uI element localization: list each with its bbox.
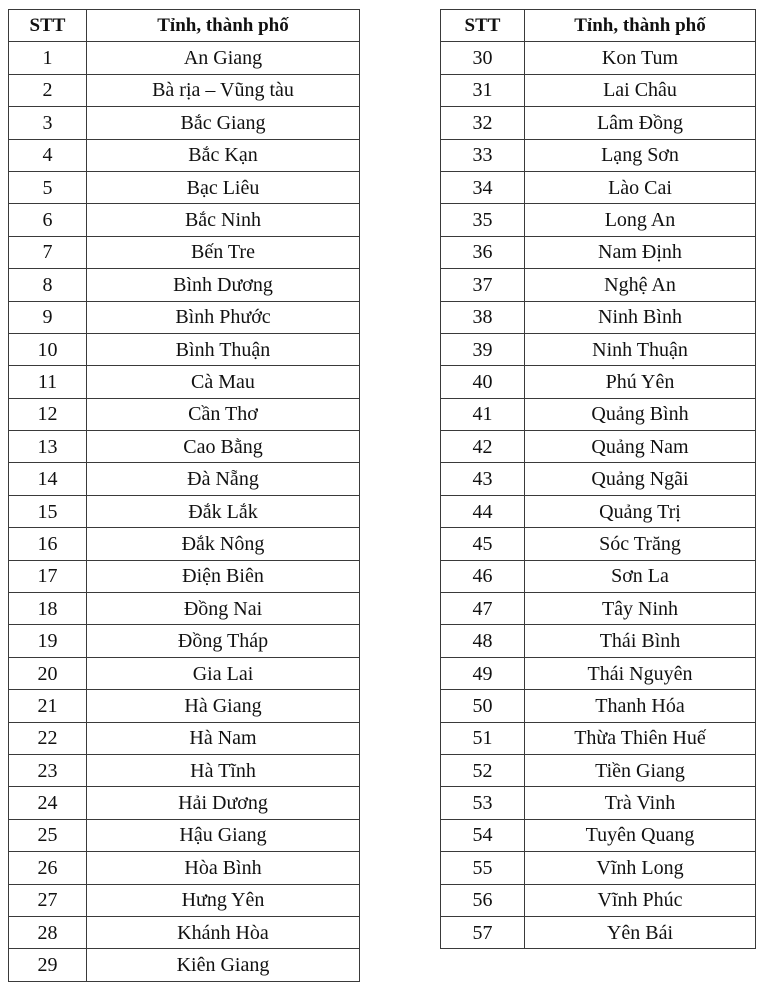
table-row bbox=[441, 139, 756, 171]
stt-cell: 8 bbox=[9, 269, 87, 301]
stt-cell: 49 bbox=[441, 657, 525, 689]
table-row bbox=[441, 884, 756, 916]
province-name-cell: Tây Ninh bbox=[525, 593, 756, 625]
stt-cell: 23 bbox=[9, 754, 87, 786]
province-table-right-body bbox=[441, 42, 756, 949]
table-row bbox=[441, 495, 756, 527]
province-name-cell: Kon Tum bbox=[525, 42, 756, 74]
province-name-cell: Bến Tre bbox=[87, 236, 360, 268]
province-name-cell: Cà Mau bbox=[87, 366, 360, 398]
province-name-cell: Khánh Hòa bbox=[87, 916, 360, 948]
province-name-cell: Thừa Thiên Huế bbox=[525, 722, 756, 754]
table-row bbox=[9, 593, 360, 625]
table-row bbox=[441, 787, 756, 819]
province-name-cell: Ninh Bình bbox=[525, 301, 756, 333]
stt-cell: 38 bbox=[441, 301, 525, 333]
province-name-cell: Hà Tĩnh bbox=[87, 754, 360, 786]
stt-cell: 46 bbox=[441, 560, 525, 592]
table-header-row bbox=[441, 10, 756, 42]
table-row bbox=[9, 916, 360, 948]
stt-cell: 12 bbox=[9, 398, 87, 430]
table-row bbox=[441, 269, 756, 301]
stt-cell: 30 bbox=[441, 42, 525, 74]
stt-cell: 26 bbox=[9, 852, 87, 884]
stt-cell: 45 bbox=[441, 528, 525, 560]
table-row bbox=[9, 398, 360, 430]
province-table-left-body bbox=[9, 42, 360, 981]
province-name-cell: Long An bbox=[525, 204, 756, 236]
stt-cell: 57 bbox=[441, 916, 525, 948]
province-header: Tỉnh, thành phố bbox=[87, 10, 360, 42]
table-row bbox=[441, 593, 756, 625]
stt-cell: 52 bbox=[441, 754, 525, 786]
table-row bbox=[9, 754, 360, 786]
province-table-right bbox=[440, 9, 756, 949]
stt-cell: 39 bbox=[441, 333, 525, 365]
stt-cell: 6 bbox=[9, 204, 87, 236]
table-row bbox=[9, 560, 360, 592]
stt-cell: 2 bbox=[9, 74, 87, 106]
province-name-cell: Lai Châu bbox=[525, 74, 756, 106]
table-row bbox=[9, 819, 360, 851]
stt-cell: 41 bbox=[441, 398, 525, 430]
stt-cell: 36 bbox=[441, 236, 525, 268]
province-name-cell: An Giang bbox=[87, 42, 360, 74]
table-row bbox=[9, 690, 360, 722]
province-name-cell: Thái Bình bbox=[525, 625, 756, 657]
province-name-cell: Gia Lai bbox=[87, 657, 360, 689]
stt-cell: 11 bbox=[9, 366, 87, 398]
table-row bbox=[9, 657, 360, 689]
stt-cell: 16 bbox=[9, 528, 87, 560]
table-row bbox=[441, 236, 756, 268]
stt-cell: 33 bbox=[441, 139, 525, 171]
stt-cell: 22 bbox=[9, 722, 87, 754]
stt-cell: 5 bbox=[9, 171, 87, 203]
table-row bbox=[9, 269, 360, 301]
stt-cell: 29 bbox=[9, 949, 87, 981]
table-row bbox=[9, 528, 360, 560]
province-name-cell: Bình Phước bbox=[87, 301, 360, 333]
stt-cell: 4 bbox=[9, 139, 87, 171]
table-row bbox=[441, 333, 756, 365]
stt-cell: 19 bbox=[9, 625, 87, 657]
table-row bbox=[441, 852, 756, 884]
table-row bbox=[9, 463, 360, 495]
province-name-cell: Tiền Giang bbox=[525, 754, 756, 786]
table-row bbox=[9, 722, 360, 754]
stt-cell: 54 bbox=[441, 819, 525, 851]
province-name-cell: Quảng Nam bbox=[525, 431, 756, 463]
stt-cell: 14 bbox=[9, 463, 87, 495]
table-row bbox=[9, 431, 360, 463]
province-name-cell: Đồng Nai bbox=[87, 593, 360, 625]
stt-cell: 50 bbox=[441, 690, 525, 722]
stt-cell: 1 bbox=[9, 42, 87, 74]
stt-cell: 47 bbox=[441, 593, 525, 625]
province-name-cell: Hà Giang bbox=[87, 690, 360, 722]
stt-cell: 44 bbox=[441, 495, 525, 527]
province-name-cell: Quảng Ngãi bbox=[525, 463, 756, 495]
table-row bbox=[9, 366, 360, 398]
province-name-cell: Yên Bái bbox=[525, 916, 756, 948]
table-row bbox=[9, 171, 360, 203]
stt-cell: 24 bbox=[9, 787, 87, 819]
table-row bbox=[441, 301, 756, 333]
province-name-cell: Nam Định bbox=[525, 236, 756, 268]
province-name-cell: Bắc Giang bbox=[87, 107, 360, 139]
stt-cell: 21 bbox=[9, 690, 87, 722]
stt-cell: 3 bbox=[9, 107, 87, 139]
province-name-cell: Đà Nẵng bbox=[87, 463, 360, 495]
table-row bbox=[9, 42, 360, 74]
province-name-cell: Thái Nguyên bbox=[525, 657, 756, 689]
table-row bbox=[441, 366, 756, 398]
table-row bbox=[441, 722, 756, 754]
table-row bbox=[9, 204, 360, 236]
province-name-cell: Quảng Trị bbox=[525, 495, 756, 527]
table-row bbox=[441, 690, 756, 722]
stt-cell: 31 bbox=[441, 74, 525, 106]
table-row bbox=[9, 852, 360, 884]
province-name-cell: Hậu Giang bbox=[87, 819, 360, 851]
province-name-cell: Hải Dương bbox=[87, 787, 360, 819]
province-name-cell: Đồng Tháp bbox=[87, 625, 360, 657]
table-row bbox=[9, 74, 360, 106]
table-row bbox=[441, 754, 756, 786]
table-row bbox=[441, 74, 756, 106]
table-row bbox=[441, 657, 756, 689]
table-row bbox=[441, 916, 756, 948]
table-row bbox=[441, 625, 756, 657]
stt-header: STT bbox=[441, 10, 525, 42]
province-name-cell: Nghệ An bbox=[525, 269, 756, 301]
province-name-cell: Vĩnh Long bbox=[525, 852, 756, 884]
table-row bbox=[441, 204, 756, 236]
table-row bbox=[441, 528, 756, 560]
province-name-cell: Lâm Đồng bbox=[525, 107, 756, 139]
table-row bbox=[9, 625, 360, 657]
stt-cell: 9 bbox=[9, 301, 87, 333]
province-name-cell: Kiên Giang bbox=[87, 949, 360, 981]
stt-cell: 7 bbox=[9, 236, 87, 268]
province-name-cell: Bà rịa – Vũng tàu bbox=[87, 74, 360, 106]
stt-cell: 15 bbox=[9, 495, 87, 527]
province-name-cell: Hà Nam bbox=[87, 722, 360, 754]
province-header: Tỉnh, thành phố bbox=[525, 10, 756, 42]
table-row bbox=[441, 171, 756, 203]
province-name-cell: Lạng Sơn bbox=[525, 139, 756, 171]
table-row bbox=[441, 431, 756, 463]
province-name-cell: Bạc Liêu bbox=[87, 171, 360, 203]
table-row bbox=[441, 819, 756, 851]
stt-header: STT bbox=[9, 10, 87, 42]
stt-cell: 40 bbox=[441, 366, 525, 398]
province-name-cell: Tuyên Quang bbox=[525, 819, 756, 851]
province-name-cell: Hòa Bình bbox=[87, 852, 360, 884]
province-name-cell: Sơn La bbox=[525, 560, 756, 592]
province-name-cell: Đắk Nông bbox=[87, 528, 360, 560]
table-row bbox=[441, 42, 756, 74]
stt-cell: 37 bbox=[441, 269, 525, 301]
province-table-left bbox=[8, 9, 360, 982]
stt-cell: 56 bbox=[441, 884, 525, 916]
table-row bbox=[9, 333, 360, 365]
province-name-cell: Điện Biên bbox=[87, 560, 360, 592]
province-name-cell: Trà Vinh bbox=[525, 787, 756, 819]
stt-cell: 43 bbox=[441, 463, 525, 495]
stt-cell: 34 bbox=[441, 171, 525, 203]
table-row bbox=[9, 107, 360, 139]
province-name-cell: Quảng Bình bbox=[525, 398, 756, 430]
province-name-cell: Phú Yên bbox=[525, 366, 756, 398]
table-row bbox=[9, 495, 360, 527]
province-name-cell: Ninh Thuận bbox=[525, 333, 756, 365]
stt-cell: 55 bbox=[441, 852, 525, 884]
province-name-cell: Sóc Trăng bbox=[525, 528, 756, 560]
province-name-cell: Bắc Ninh bbox=[87, 204, 360, 236]
stt-cell: 27 bbox=[9, 884, 87, 916]
table-row bbox=[9, 236, 360, 268]
stt-cell: 20 bbox=[9, 657, 87, 689]
table-row bbox=[9, 301, 360, 333]
stt-cell: 32 bbox=[441, 107, 525, 139]
province-name-cell: Bình Dương bbox=[87, 269, 360, 301]
table-row bbox=[441, 398, 756, 430]
stt-cell: 17 bbox=[9, 560, 87, 592]
province-name-cell: Vĩnh Phúc bbox=[525, 884, 756, 916]
stt-cell: 25 bbox=[9, 819, 87, 851]
province-name-cell: Lào Cai bbox=[525, 171, 756, 203]
table-row bbox=[9, 884, 360, 916]
stt-cell: 42 bbox=[441, 431, 525, 463]
stt-cell: 53 bbox=[441, 787, 525, 819]
stt-cell: 18 bbox=[9, 593, 87, 625]
stt-cell: 51 bbox=[441, 722, 525, 754]
table-header-row bbox=[9, 10, 360, 42]
table-row bbox=[9, 787, 360, 819]
province-name-cell: Bắc Kạn bbox=[87, 139, 360, 171]
stt-cell: 48 bbox=[441, 625, 525, 657]
stt-cell: 10 bbox=[9, 333, 87, 365]
stt-cell: 28 bbox=[9, 916, 87, 948]
province-name-cell: Thanh Hóa bbox=[525, 690, 756, 722]
province-name-cell: Cần Thơ bbox=[87, 398, 360, 430]
table-row bbox=[9, 949, 360, 981]
stt-cell: 13 bbox=[9, 431, 87, 463]
table-row bbox=[441, 560, 756, 592]
province-name-cell: Đắk Lắk bbox=[87, 495, 360, 527]
table-row bbox=[441, 107, 756, 139]
province-name-cell: Cao Bằng bbox=[87, 431, 360, 463]
table-row bbox=[441, 463, 756, 495]
province-name-cell: Hưng Yên bbox=[87, 884, 360, 916]
stt-cell: 35 bbox=[441, 204, 525, 236]
province-name-cell: Bình Thuận bbox=[87, 333, 360, 365]
table-row bbox=[9, 139, 360, 171]
